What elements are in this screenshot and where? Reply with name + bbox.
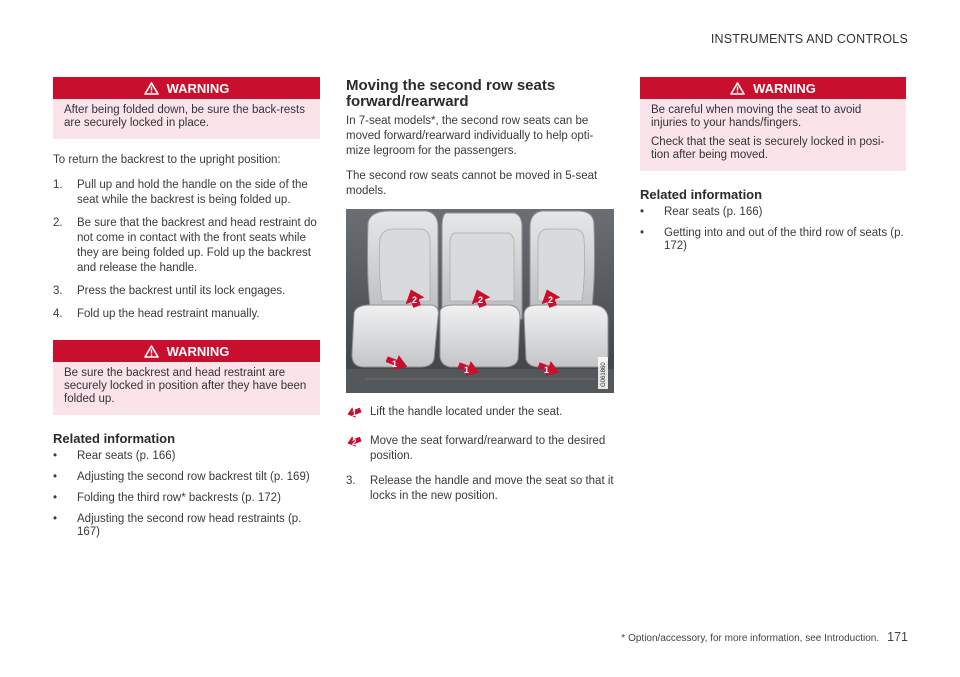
related-link-text[interactable]: Getting into and out of the third row of seats (p. 172) bbox=[664, 227, 904, 252]
step-number: 3. bbox=[53, 285, 63, 297]
footnote-marker: * bbox=[621, 633, 626, 644]
related-link-text[interactable]: Folding the third row* backrests (p. 172) bbox=[77, 492, 281, 504]
warning-triangle-icon bbox=[144, 82, 159, 95]
column-right bbox=[640, 77, 906, 261]
warning-header bbox=[53, 77, 320, 99]
warning-header bbox=[640, 77, 906, 99]
related-link[interactable] bbox=[53, 513, 320, 539]
list-item bbox=[53, 216, 320, 276]
list-item bbox=[346, 474, 614, 504]
step-text: Fold up the head restraint manually. bbox=[77, 308, 260, 320]
related-link-text[interactable]: Rear seats (p. 166) bbox=[664, 206, 763, 218]
warning-body-text: Be careful when moving the seat to avoid injuries to your hands/fingers. bbox=[651, 104, 862, 129]
related-link-text[interactable]: Adjusting the second row head restraints (p. 167) bbox=[77, 513, 302, 538]
column-middle bbox=[346, 77, 614, 512]
svg-text:2: 2 bbox=[352, 438, 357, 447]
list-item bbox=[53, 307, 320, 322]
svg-text:1: 1 bbox=[392, 359, 398, 369]
list-item bbox=[53, 284, 320, 299]
page-footer bbox=[621, 630, 908, 644]
column-left bbox=[53, 77, 320, 547]
warning-title: WARNING bbox=[753, 80, 816, 96]
warning-body-text: Be sure the backrest and head restraint are securely locked in position after they have been folded up. bbox=[64, 367, 307, 405]
note-paragraph: The second row seats cannot be moved in 5-seat models. bbox=[346, 170, 598, 197]
warning-box-backrest-lock bbox=[53, 77, 320, 139]
warning-body-text: After being folded down, be sure the back-rests are securely locked in place. bbox=[64, 104, 306, 129]
bullet: • bbox=[53, 471, 58, 483]
related-link[interactable] bbox=[53, 471, 320, 484]
step-number: 2. bbox=[53, 217, 63, 229]
svg-text:1: 1 bbox=[544, 365, 550, 375]
section-header: INSTRUMENTS AND CONTROLS bbox=[710, 32, 908, 46]
intro-paragraph: In 7-seat models*, the second row seats can be moved forward/rearward individually to help opti-mize legroom for the passengers. bbox=[346, 115, 594, 157]
seat-illustration bbox=[346, 209, 614, 393]
steps-list bbox=[53, 178, 320, 322]
warning-text bbox=[640, 99, 906, 171]
step-number: 4. bbox=[53, 308, 63, 320]
callout-text: Move the seat forward/rearward to the desired position. bbox=[370, 435, 606, 462]
svg-text:2: 2 bbox=[548, 295, 554, 305]
step-text: Press the backrest until its lock engages. bbox=[77, 285, 286, 297]
warning-text bbox=[53, 99, 320, 139]
bullet: • bbox=[53, 450, 58, 462]
related-links-list bbox=[640, 206, 906, 253]
svg-text:1: 1 bbox=[464, 365, 470, 375]
related-link[interactable] bbox=[640, 227, 906, 253]
callout-2-icon bbox=[346, 434, 370, 464]
step-number: 1. bbox=[53, 179, 63, 191]
list-item bbox=[53, 178, 320, 208]
svg-text:1: 1 bbox=[352, 409, 357, 418]
related-information-title: Related information bbox=[53, 431, 176, 446]
related-link-text[interactable]: Rear seats (p. 166) bbox=[77, 450, 176, 462]
svg-text:2: 2 bbox=[412, 295, 418, 305]
callout-item bbox=[346, 405, 614, 424]
warning-title: WARNING bbox=[166, 343, 230, 359]
intro-paragraph: To return the backrest to the upright position: bbox=[53, 154, 281, 166]
warning-triangle-icon bbox=[144, 345, 159, 358]
related-link[interactable] bbox=[53, 450, 320, 463]
warning-triangle-icon bbox=[730, 82, 745, 95]
warning-body-text: Check that the seat is securely locked in posi-tion after being moved. bbox=[651, 136, 885, 161]
warning-header bbox=[53, 340, 320, 362]
rear-seats-image bbox=[346, 209, 614, 393]
warning-text bbox=[53, 362, 320, 415]
bullet: • bbox=[640, 227, 645, 239]
bullet: • bbox=[53, 513, 58, 525]
related-link-text[interactable]: Adjusting the second row backrest tilt (p. 169) bbox=[77, 471, 310, 483]
figure-code: G061860 bbox=[601, 362, 607, 387]
warning-box-head-restraint bbox=[53, 340, 320, 415]
step-number: 3. bbox=[346, 475, 356, 487]
step-text: Be sure that the backrest and head restraint do not come in contact with the front seats while they are being folded up. Fold up the backrest and release the handle. bbox=[77, 217, 317, 274]
step-text: Release the handle and move the seat so that it locks in the new position. bbox=[370, 475, 614, 502]
related-link[interactable] bbox=[640, 206, 906, 219]
callout-text: Lift the handle located under the seat. bbox=[370, 406, 563, 418]
steps-list bbox=[346, 474, 614, 504]
page-number: 171 bbox=[887, 630, 908, 644]
footnote-text: Option/accessory, for more information, see Introduction. bbox=[628, 633, 880, 644]
callout-item bbox=[346, 434, 614, 464]
warning-box-seat-movement bbox=[640, 77, 906, 171]
related-link[interactable] bbox=[53, 492, 320, 505]
svg-text:2: 2 bbox=[478, 295, 484, 305]
bullet: • bbox=[53, 492, 58, 504]
bullet: • bbox=[640, 206, 645, 218]
warning-title: WARNING bbox=[166, 80, 230, 96]
related-links-list bbox=[53, 450, 320, 539]
section-heading: Moving the second row seats forward/rearward bbox=[346, 77, 556, 110]
callout-1-icon bbox=[346, 405, 370, 424]
step-text: Pull up and hold the handle on the side of the seat while the backrest is being folded up. bbox=[77, 179, 308, 206]
related-information-title: Related information bbox=[640, 187, 763, 202]
